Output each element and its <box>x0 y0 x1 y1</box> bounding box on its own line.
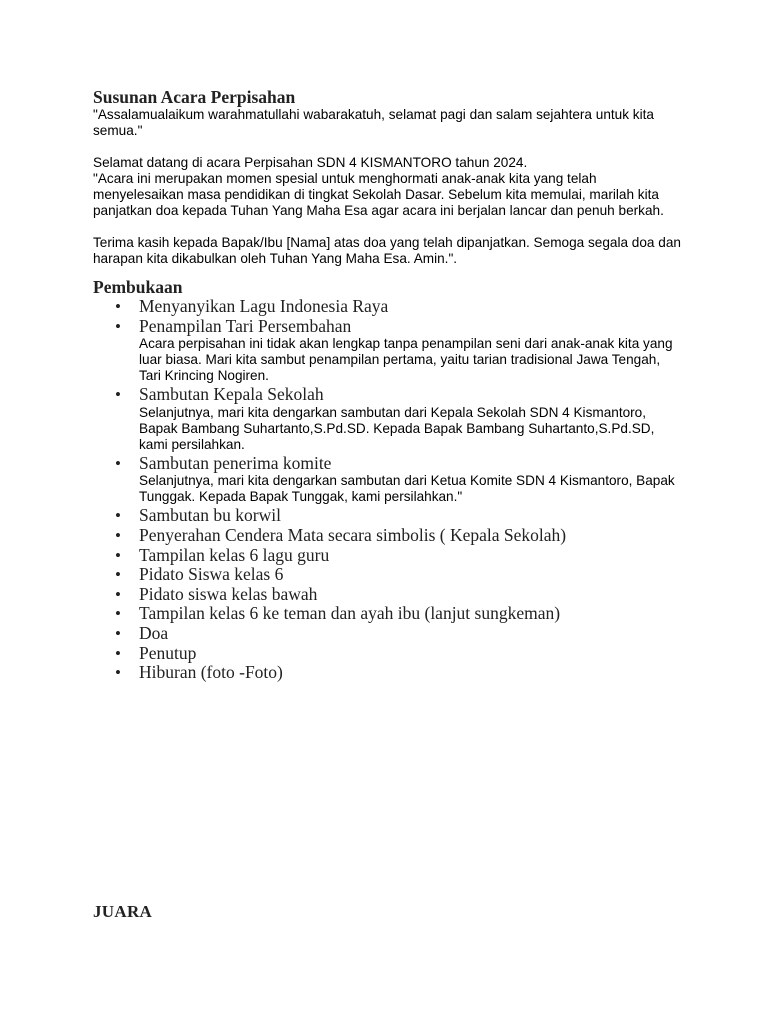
bullet-icon: • <box>115 545 121 565</box>
agenda-item <box>93 624 683 644</box>
agenda-item-description: Acara perpisahan ini tidak akan lengkap tanpa penampilan seni dari anak-anak kita yang luar biasa. Mari kita sambut penampilan pertama, yaitu tarian tradisional Jawa Tengah, Tari Krincing Nogiren. <box>139 336 673 384</box>
agenda-list <box>93 297 683 683</box>
agenda-item-title: Sambutan Kepala Sekolah <box>139 384 324 405</box>
paragraph-spacer <box>93 139 683 155</box>
agenda-item-description: Selanjutnya, mari kita dengarkan sambutan dari Ketua Komite SDN 4 Kismantoro, Bapak Tunggak. Kepada Bapak Tunggak, kami persilahkan." <box>139 473 675 505</box>
document-page <box>93 87 683 683</box>
agenda-item-title: Pidato siswa kelas bawah <box>139 583 318 604</box>
agenda-item-title: Hiburan (foto -Foto) <box>139 662 283 683</box>
bullet-icon: • <box>115 316 121 336</box>
agenda-item-title: Penyerahan Cendera Mata secara simbolis ( Kepala Sekolah) <box>139 524 567 545</box>
agenda-item <box>93 585 683 605</box>
juara-heading: JUARA <box>93 902 153 921</box>
agenda-item <box>93 317 683 385</box>
intro-greeting: "Assalamualaikum warahmatullahi wabarakatuh, selamat pagi dan salam sejahtera untuk kita semua." <box>93 107 654 138</box>
agenda-item <box>93 297 683 317</box>
bullet-icon: • <box>115 297 121 316</box>
agenda-item-title: Menyanyikan Lagu Indonesia Raya <box>139 296 389 316</box>
bullet-icon: • <box>115 506 121 526</box>
agenda-item-title: Doa <box>139 622 169 643</box>
bullet-icon: • <box>115 604 121 624</box>
intro-welcome: Selamat datang di acara Perpisahan SDN 4 KISMANTORO tahun 2024. "Acara ini merupakan momen spesial untuk menghormati anak-anak kita yang telah menyelesaikan masa pendidikan di tingkat Sekolah Dasar. Sebelum kita memulai, marilah kita panjatkan doa kepada Tuhan Yang Maha Esa agar acara ini berjalan lancar dan penuh berkah. <box>93 155 664 218</box>
bullet-icon: • <box>115 565 121 585</box>
agenda-item <box>93 506 683 526</box>
intro-thanks: Terima kasih kepada Bapak/Ibu [Nama] atas doa yang telah dipanjatkan. Semoga segala doa dan harapan kita dikabulkan oleh Tuhan Yang Maha Esa. Amin.". <box>93 235 681 266</box>
agenda-item-description: Selanjutnya, mari kita dengarkan sambutan dari Kepala Sekolah SDN 4 Kismantoro, Bapak Bambang Suhartanto,S.Pd.SD. Kepada Bapak Bambang Suhartanto,S.Pd.SD, kami persilahkan. <box>139 404 655 452</box>
agenda-item <box>93 546 683 566</box>
bullet-icon: • <box>115 643 121 663</box>
bullet-icon: • <box>115 584 121 604</box>
agenda-item <box>93 565 683 585</box>
agenda-item <box>93 385 683 453</box>
agenda-item-title: Sambutan penerima komite <box>139 452 332 473</box>
paragraph-spacer <box>93 219 683 235</box>
agenda-item <box>93 604 683 624</box>
agenda-item-title: Sambutan bu korwil <box>139 505 281 526</box>
agenda-item-title: Tampilan kelas 6 ke teman dan ayah ibu (lanjut sungkeman) <box>139 603 561 624</box>
agenda-item-title: Tampilan kelas 6 lagu guru <box>139 544 330 565</box>
agenda-item <box>93 454 683 506</box>
agenda-item-title: Pidato Siswa kelas 6 <box>139 564 284 585</box>
agenda-item <box>93 663 683 683</box>
document-title: Susunan Acara Perpisahan <box>93 87 296 107</box>
bullet-icon: • <box>115 385 121 405</box>
bullet-icon: • <box>115 453 121 473</box>
section-heading-pembukaan: Pembukaan <box>93 277 183 297</box>
bullet-icon: • <box>115 525 121 545</box>
bullet-icon: • <box>115 663 121 683</box>
agenda-item-title: Penampilan Tari Persembahan <box>139 315 352 336</box>
bullet-icon: • <box>115 623 121 643</box>
agenda-item <box>93 526 683 546</box>
agenda-item-title: Penutup <box>139 642 197 663</box>
agenda-item <box>93 644 683 664</box>
